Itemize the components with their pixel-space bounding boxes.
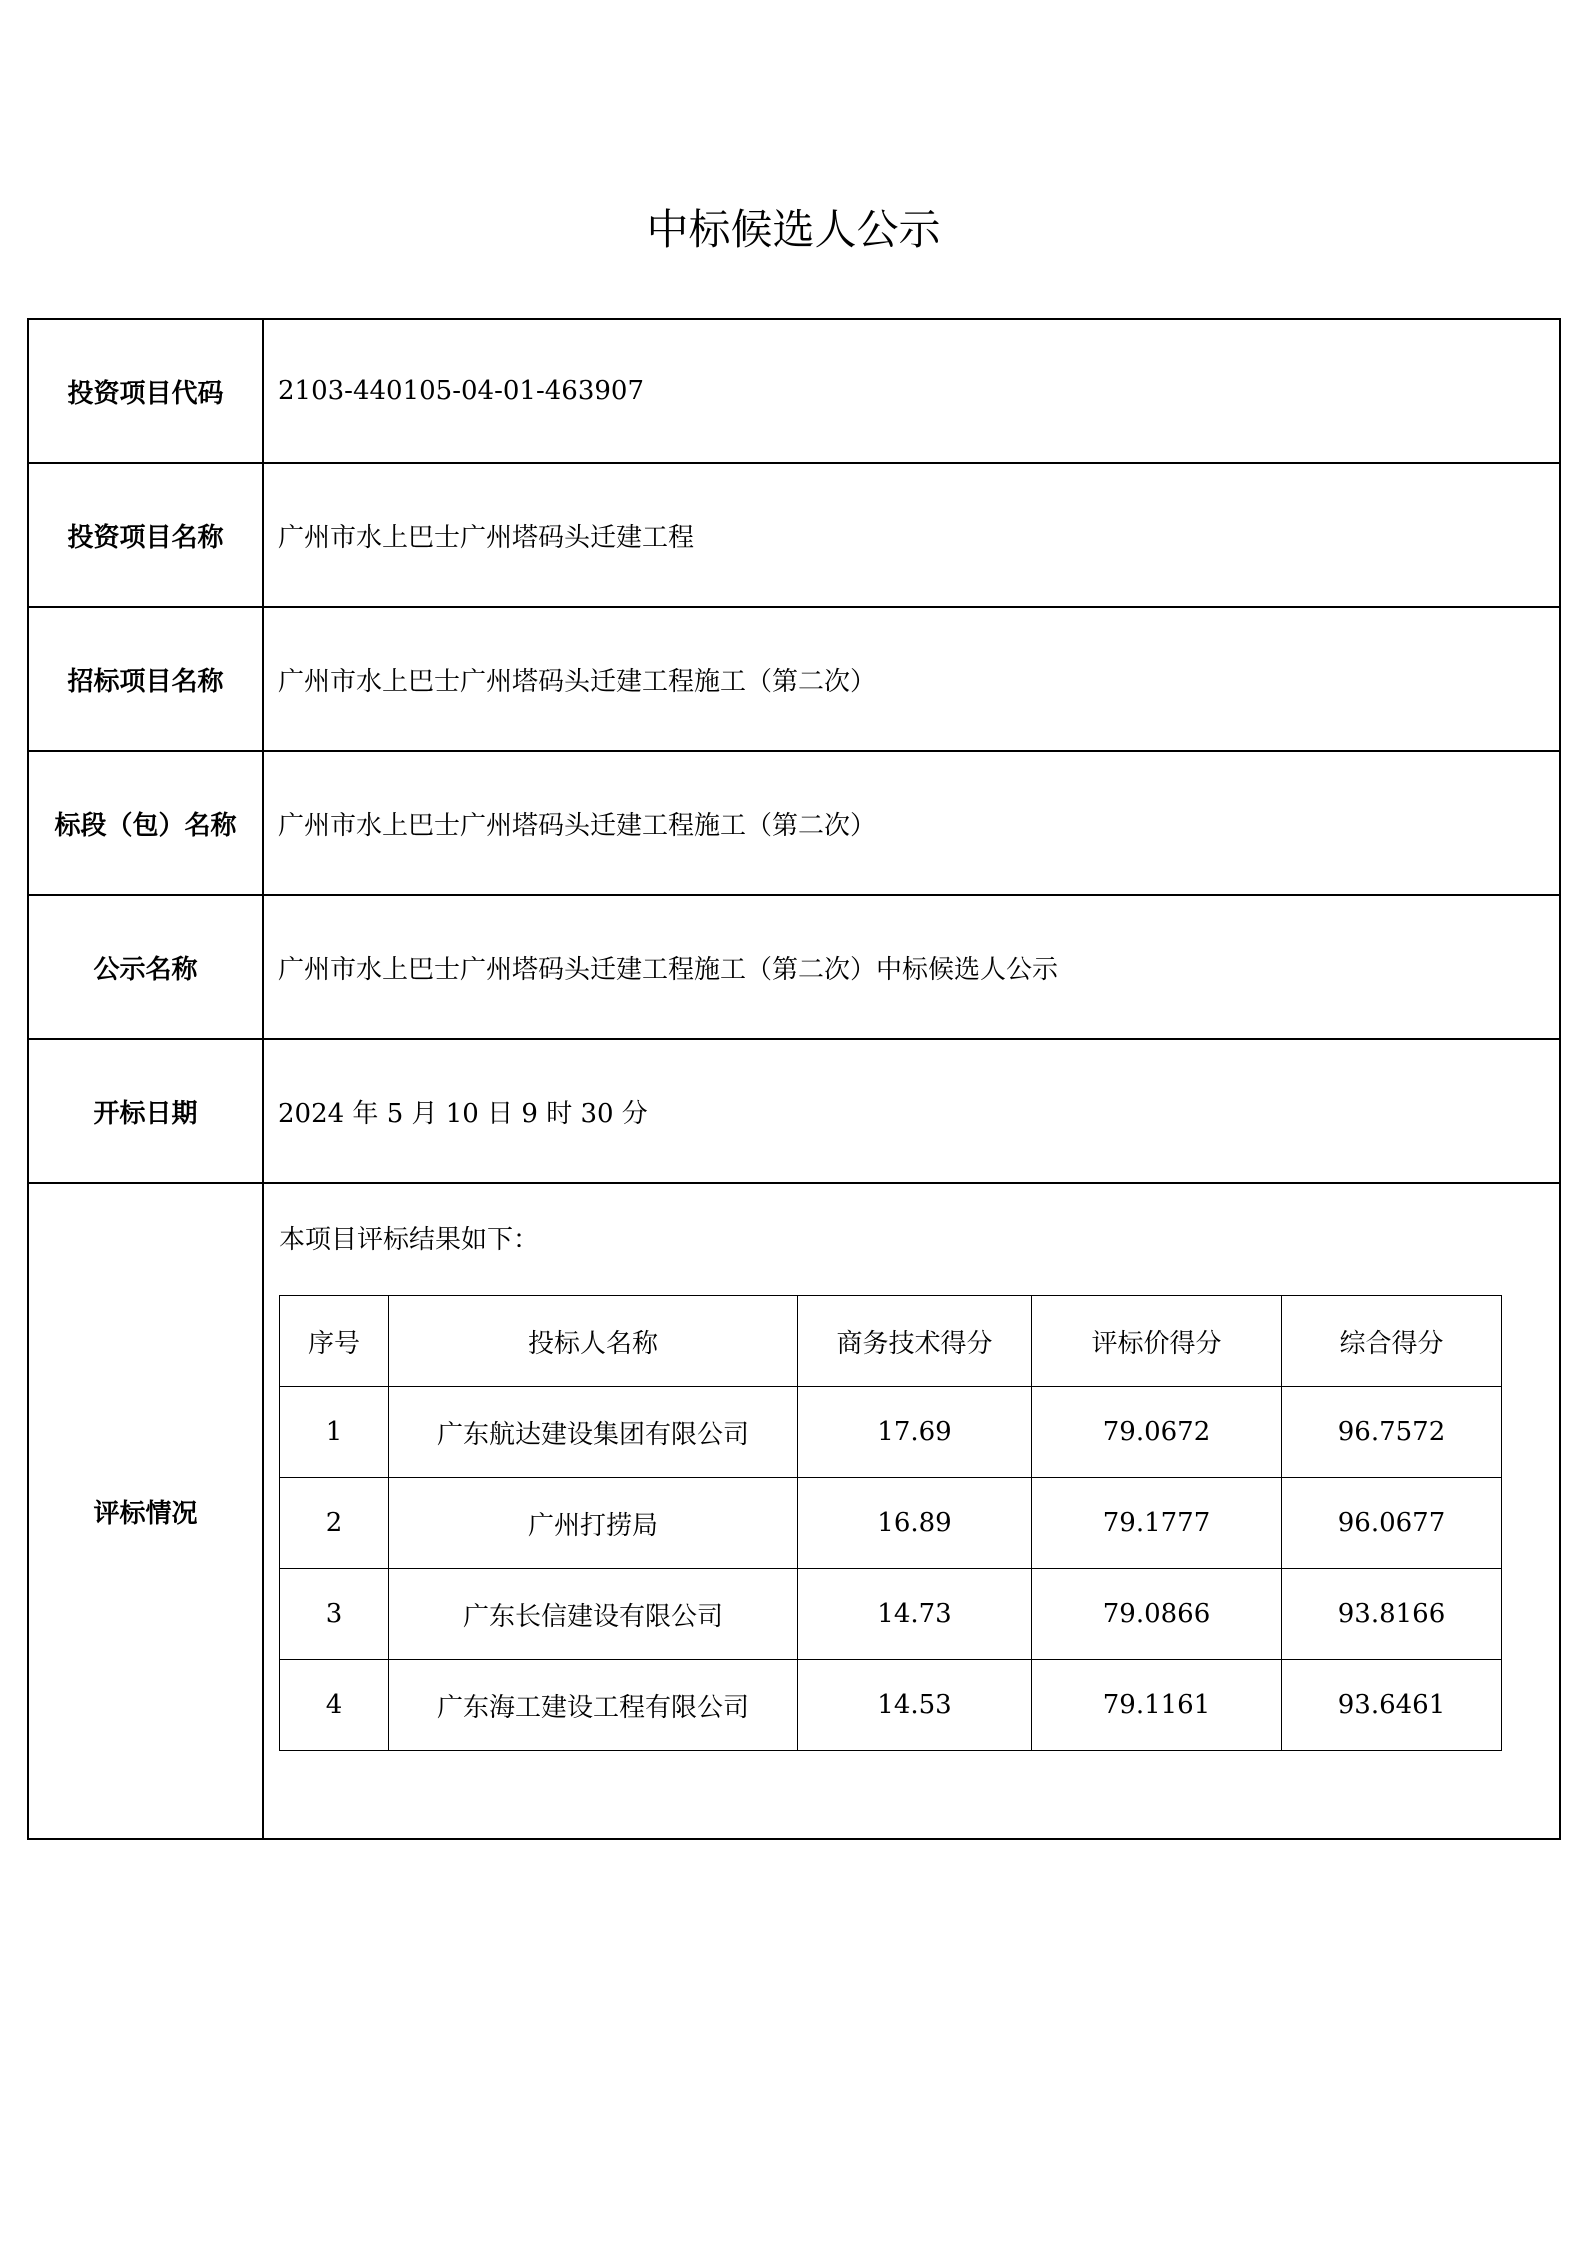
cell-price-score: 79.0866 [1032,1569,1282,1660]
value-project-code: 2103-440105-04-01-463907 [263,319,1560,463]
row-tender-project-name [28,607,1560,751]
cell-price-score: 79.0672 [1032,1387,1282,1478]
header-tech-score: 商务技术得分 [798,1296,1032,1387]
cell-tech-score: 14.53 [798,1660,1032,1751]
value-notice-name: 广州市水上巴士广州塔码头迁建工程施工（第二次）中标候选人公示 [263,895,1560,1039]
cell-total-score: 96.0677 [1282,1478,1502,1569]
header-bidder-name: 投标人名称 [389,1296,798,1387]
cell-rank: 1 [280,1387,389,1478]
header-rank: 序号 [280,1296,389,1387]
value-tender-project-name: 广州市水上巴士广州塔码头迁建工程施工（第二次） [263,607,1560,751]
cell-tech-score: 16.89 [798,1478,1032,1569]
cell-bidder-name: 广东长信建设有限公司 [389,1569,798,1660]
cell-rank: 2 [280,1478,389,1569]
header-total-score: 综合得分 [1282,1296,1502,1387]
cell-bidder-name: 广东海工建设工程有限公司 [389,1660,798,1751]
row-notice-name [28,895,1560,1039]
cell-rank: 3 [280,1569,389,1660]
label-project-name: 投资项目名称 [28,463,263,607]
row-opening-date [28,1039,1560,1183]
value-section-name: 广州市水上巴士广州塔码头迁建工程施工（第二次） [263,751,1560,895]
header-price-score: 评标价得分 [1032,1296,1282,1387]
label-project-code: 投资项目代码 [28,319,263,463]
results-header-row [280,1296,1502,1387]
evaluation-intro: 本项目评标结果如下： [279,1225,540,1255]
cell-price-score: 79.1777 [1032,1478,1282,1569]
table-row [280,1569,1502,1660]
table-row [280,1478,1502,1569]
cell-rank: 4 [280,1660,389,1751]
row-project-name [28,463,1560,607]
table-row [280,1387,1502,1478]
cell-total-score: 96.7572 [1282,1387,1502,1478]
cell-total-score: 93.6461 [1282,1660,1502,1751]
value-opening-date: 2024 年 5 月 10 日 9 时 30 分 [263,1039,1560,1183]
announcement-table [27,318,1561,1840]
row-evaluation [28,1183,1560,1839]
results-table [279,1295,1502,1751]
value-project-name: 广州市水上巴士广州塔码头迁建工程 [263,463,1560,607]
label-tender-project-name: 招标项目名称 [28,607,263,751]
label-opening-date: 开标日期 [28,1039,263,1183]
row-section-name [28,751,1560,895]
label-section-name: 标段（包）名称 [28,751,263,895]
cell-bidder-name: 广东航达建设集团有限公司 [389,1387,798,1478]
cell-tech-score: 17.69 [798,1387,1032,1478]
cell-tech-score: 14.73 [798,1569,1032,1660]
evaluation-cell [263,1183,1560,1839]
page-title: 中标候选人公示 [646,205,941,254]
label-notice-name: 公示名称 [28,895,263,1039]
row-project-code [28,319,1560,463]
cell-total-score: 93.8166 [1282,1569,1502,1660]
label-evaluation: 评标情况 [28,1183,263,1839]
cell-price-score: 79.1161 [1032,1660,1282,1751]
cell-bidder-name: 广州打捞局 [389,1478,798,1569]
table-row [280,1660,1502,1751]
evaluation-content [265,1185,1558,1837]
